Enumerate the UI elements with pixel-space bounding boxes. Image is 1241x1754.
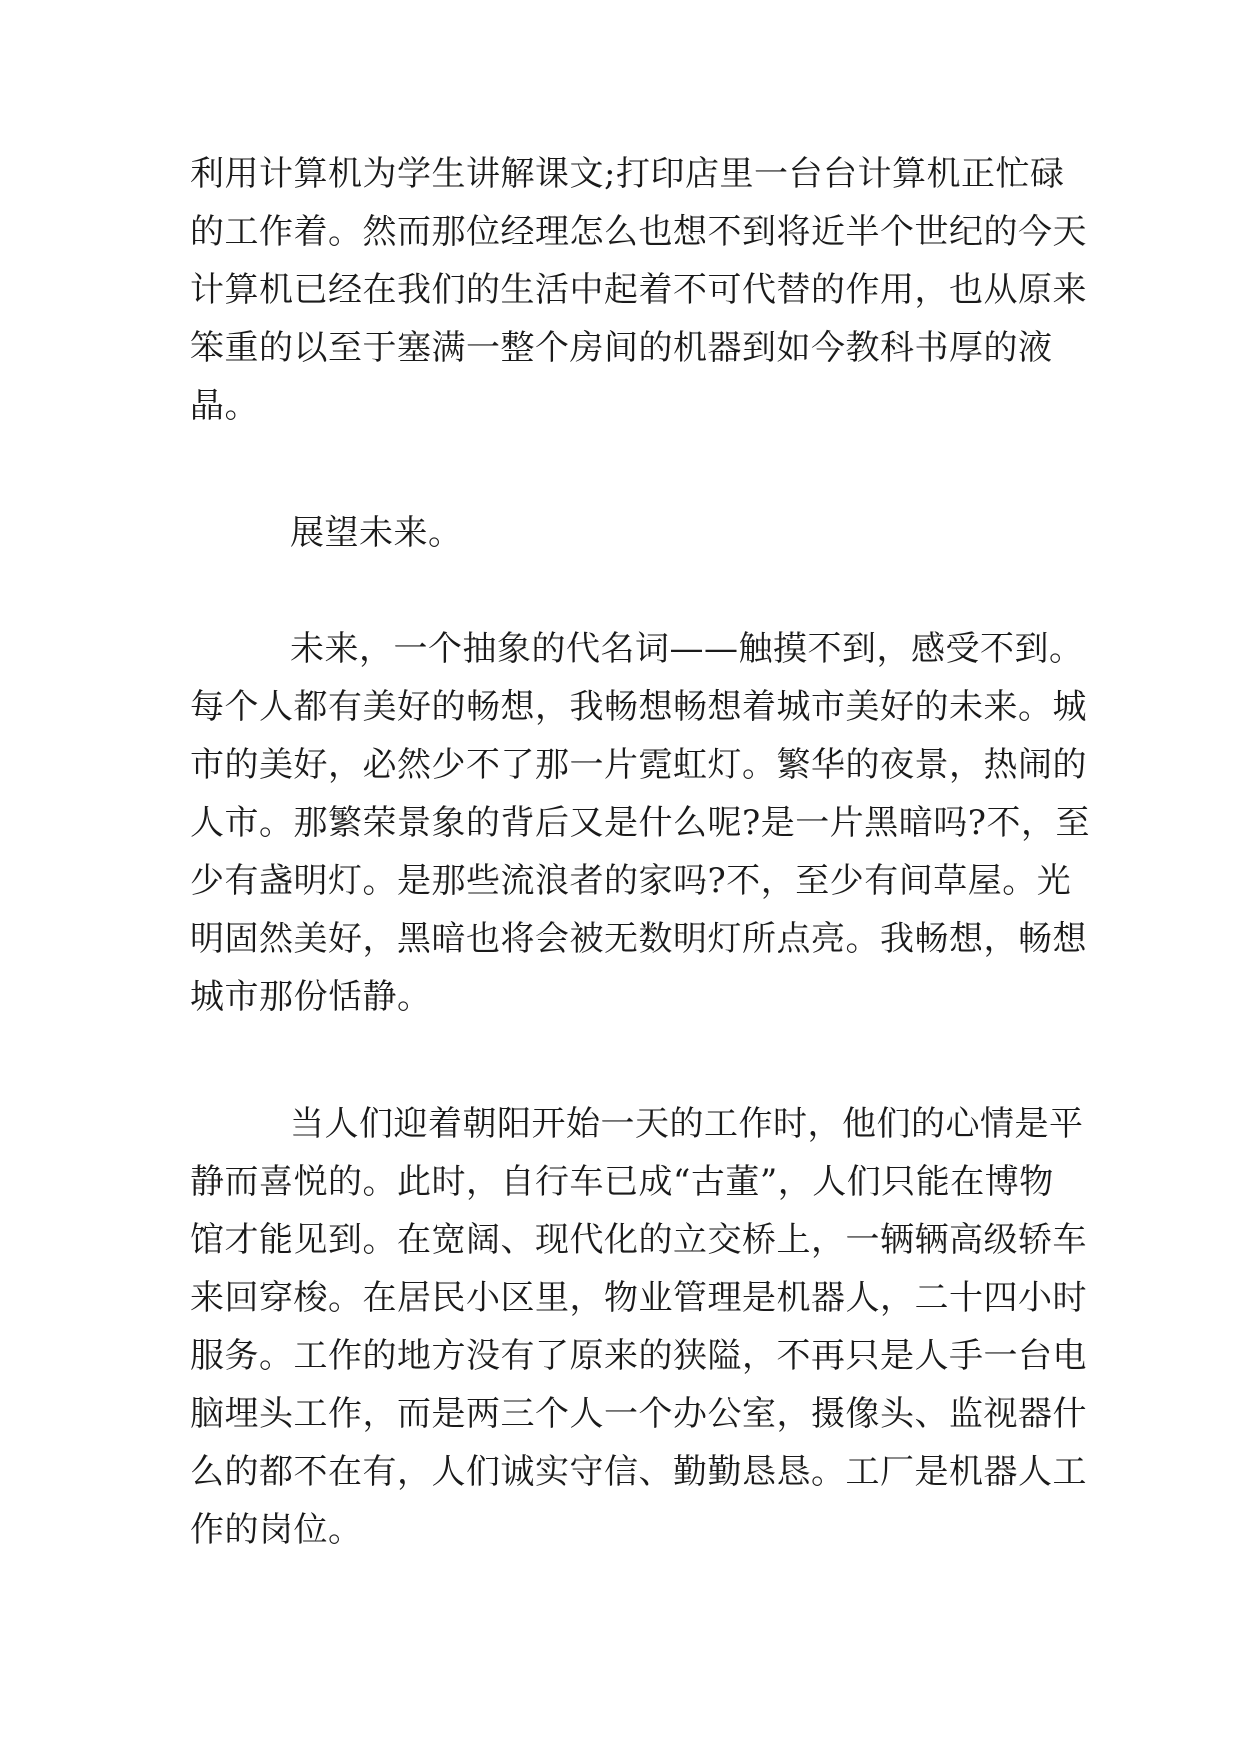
paragraph-3-line-5: 少有盏明灯。是那些流浪者的家吗?不，至少有间草屋。光: [190, 861, 1072, 901]
paragraph-1-line-1: 利用计算机为学生讲解课文;打印店里一台台计算机正忙碌: [190, 154, 1065, 194]
paragraph-1-line-5: 晶。: [190, 386, 259, 426]
paragraph-4-line-5: 服务。工作的地方没有了原来的狭隘，不再只是人手一台电: [190, 1336, 1087, 1376]
paragraph-4-line-1: 当人们迎着朝阳开始一天的工作时，他们的心情是平: [290, 1104, 1084, 1144]
paragraph-4-line-6: 脑埋头工作，而是两三个人一个办公室，摄像头、监视器什: [190, 1394, 1087, 1434]
paragraph-3-line-4: 人市。那繁荣景象的背后又是什么呢?是一片黑暗吗?不，至: [190, 803, 1090, 843]
paragraph-3-line-6: 明固然美好，黑暗也将会被无数明灯所点亮。我畅想，畅想: [190, 919, 1087, 959]
paragraph-4-line-3: 馆才能见到。在宽阔、现代化的立交桥上，一辆辆高级轿车: [190, 1220, 1087, 1260]
paragraph-3-line-3: 市的美好，必然少不了那一片霓虹灯。繁华的夜景，热闹的: [190, 745, 1087, 785]
paragraph-2-line-1: 展望未来。: [290, 513, 463, 553]
paragraph-3-line-1: 未来，一个抽象的代名词——触摸不到，感受不到。: [290, 629, 1084, 669]
paragraph-4-line-7: 么的都不在有，人们诚实守信、勤勤恳恳。工厂是机器人工: [190, 1452, 1087, 1492]
paragraph-1-line-3: 计算机已经在我们的生活中起着不可代替的作用，也从原来: [190, 270, 1087, 310]
paragraph-1-line-2: 的工作着。然而那位经理怎么也想不到将近半个世纪的今天: [190, 212, 1087, 252]
paragraph-4-line-2: 静而喜悦的。此时，自行车已成“古董”，人们只能在博物: [190, 1162, 1054, 1202]
paragraph-3-line-7: 城市那份恬静。: [190, 977, 432, 1017]
paragraph-1-line-4: 笨重的以至于塞满一整个房间的机器到如今教科书厚的液: [190, 328, 1053, 368]
paragraph-4-line-4: 来回穿梭。在居民小区里，物业管理是机器人，二十四小时: [190, 1278, 1087, 1318]
paragraph-3-line-2: 每个人都有美好的畅想，我畅想畅想着城市美好的未来。城: [190, 687, 1087, 727]
paragraph-4-line-8: 作的岗位。: [190, 1510, 363, 1550]
